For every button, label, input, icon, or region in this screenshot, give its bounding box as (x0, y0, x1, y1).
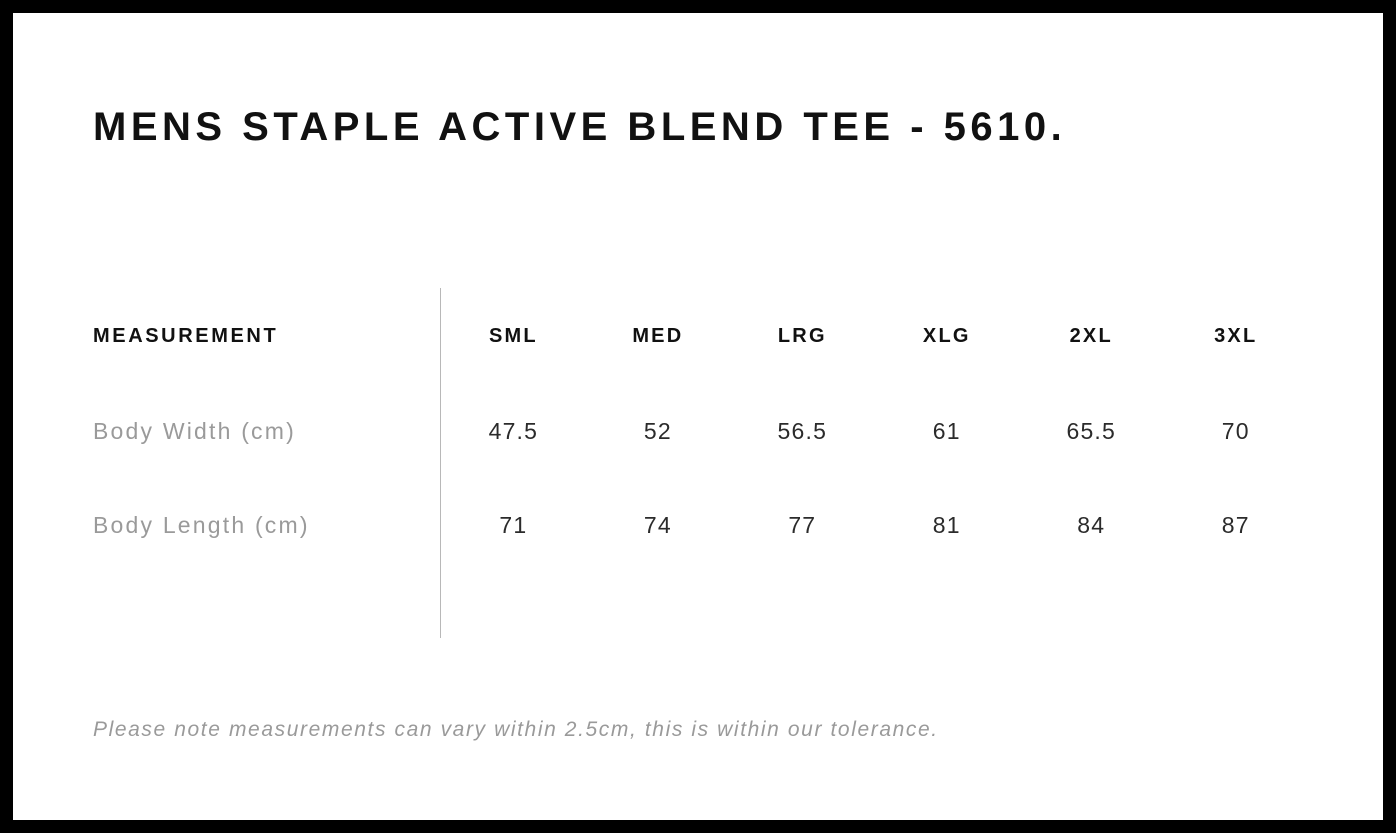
cell-body-width-2xl: 65.5 (1066, 417, 1117, 444)
size-table (93, 288, 1308, 572)
column-header-med: MED (632, 324, 684, 347)
tolerance-note: Please note measurements can vary within 2.5cm, this is within our tolerance. (93, 718, 939, 741)
cell-body-length-2xl: 84 (1077, 511, 1106, 538)
row-label-body-length: Body Length (cm) (93, 511, 310, 538)
column-header-sml: SML (488, 324, 538, 347)
column-header-xlg: XLG (922, 324, 971, 347)
table-row (93, 478, 1308, 572)
cell-body-length-xlg: 81 (932, 511, 961, 538)
cell-body-width-3xl: 70 (1221, 417, 1250, 444)
cell-body-length-3xl: 87 (1221, 511, 1250, 538)
cell-body-length-med: 74 (643, 511, 672, 538)
cell-body-width-xlg: 61 (932, 417, 961, 444)
column-header-2xl: 2XL (1069, 324, 1113, 347)
size-chart-page (13, 13, 1383, 820)
cell-body-length-lrg: 77 (788, 511, 817, 538)
table-row (93, 384, 1308, 478)
page-title: MENS STAPLE ACTIVE BLEND TEE - 5610. (93, 105, 1067, 149)
cell-body-width-lrg: 56.5 (777, 417, 828, 444)
table-header-row (93, 288, 1308, 384)
column-header-lrg: LRG (777, 324, 827, 347)
column-header-3xl: 3XL (1214, 324, 1258, 347)
cell-body-width-sml: 47.5 (488, 417, 539, 444)
cell-body-width-med: 52 (643, 417, 672, 444)
cell-body-length-sml: 71 (499, 511, 528, 538)
row-label-body-width: Body Width (cm) (93, 417, 296, 444)
column-header-measurement: MEASUREMENT (93, 324, 279, 347)
